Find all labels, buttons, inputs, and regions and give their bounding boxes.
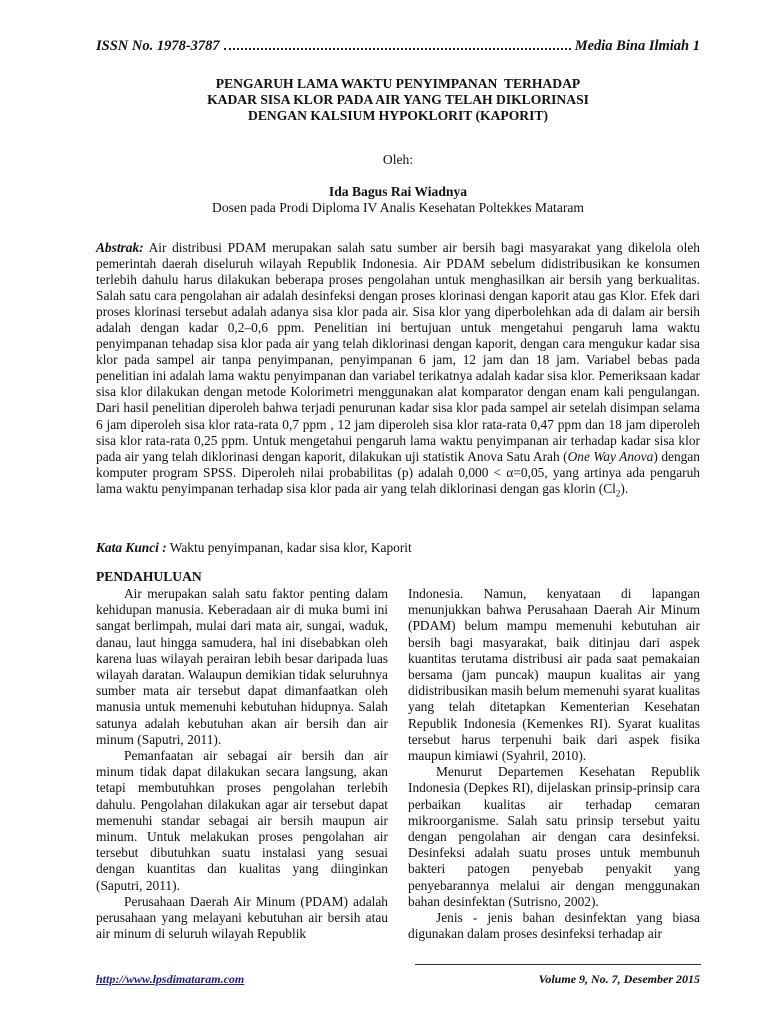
section-heading: PENDAHULUAN [96, 569, 202, 584]
abstract-text-b: ) dengan komputer program SPSS. Diperoleh nilai probabilitas (p) adalah 0,000 < α=0,05, yang artinya ada pengaruh lama waktu penyimpanan terhadap sisa klor pada air yang telah diklorinasi dengan gas klorin (Cl [96, 448, 700, 496]
paragraph: Air merupakan salah satu faktor penting dalam kehidupan manusia. Keberadaan air di muka bumi ini sangat berlimpah, mulai dari mata air, sungai, waduk, danau, laut hingga samudera, hal ini disebabkan oleh karena luas wilayah perairan lebih besar daripada luas wilayah daratan. Walaupun demikian tidak seluruhnya sumber mata air tersebut dapat dimanfaatkan oleh manusia untuk memenuhi kebutuhan hidupnya. Salah satunya adalah kebutuhan akan air bersih dan air minum (Saputri, 2011). [96, 586, 388, 747]
abstract-subscript: 2 [615, 488, 621, 499]
abstract-italic-term: One Way Anova [567, 448, 654, 464]
right-column [408, 586, 700, 942]
issn-number: ISSN No. 1978-3787 [96, 38, 220, 54]
running-header [96, 36, 700, 55]
title-line-3: DENGAN KALSIUM HYPOKLORIT (KAPORIT) [248, 108, 548, 123]
paragraph: Menurut Departemen Kesehatan Republik Indonesia (Depkes RI), dijelaskan prinsip-prinsip cara perbaikan kualitas air terhadap cemaran mikroorganisme. Salah satu prinsip tersebut yaitu dengan pengolahan air dengan cara desinfeksi. Desinfeksi adalah suatu proses untuk membunuh bakteri patogen penyebab penyakit yang penyebarannya melalui air dengan menggunakan bahan desinfektan (Sutrisno, 2002). [408, 764, 700, 909]
header-dotted-leader [224, 36, 571, 50]
paragraph: Indonesia. Namun, kenyataan di lapangan menunjukkan bahwa Perusahaan Daerah Air Minum (PDAM) belum mampu memenuhi kebutuhan air bersih bagi masyarakat, baik ditinjau dari aspek kuantitas terutama distribusi air pada saat pemakaian bersama (jam puncak) maupun kualitas air yang didistribusikan masih belum memenuhi syarat kualitas yang telah ditetapkan Kementerian Kesehatan Republik Indonesia (Kemenkes RI). Syarat kualitas tersebut harus terpenuhi baik dari aspek fisika maupun kimiawi (Syahril, 2010). [408, 586, 700, 764]
keywords [96, 540, 700, 556]
footer-rule [415, 964, 701, 965]
abstract [96, 240, 700, 501]
left-column [96, 586, 388, 942]
abstract-text-end: ). [620, 480, 629, 496]
author-name: Ida Bagus Rai Wiadnya [328, 184, 468, 199]
paragraph: Pemanfaatan air sebagai air bersih dan air minum tidak dapat dilakukan secara langsung, akan tetapi membutuhkan proses pengolahan terlebih dahulu. Pengolahan dilakukan agar air tersebut dapat memenuhi standar sebagai air bersih maupun air minum. Untuk melakukan proses pengolahan air tersebut dibutuhkan suatu instalasi yang sesuai dengan kuantitas dan kualitas yang diinginkan (Saputri, 2011). [96, 748, 388, 893]
website-link[interactable]: http://www.lpsdimataram.com [96, 972, 245, 986]
by-label: Oleh: [382, 152, 414, 167]
paragraph: Perusahaan Daerah Air Minum (PDAM) adalah perusahaan yang melayani kebutuhan air bersih atau air minum di seluruh wilayah Republik [96, 893, 388, 942]
title-line-2: KADAR SISA KLOR PADA AIR YANG TELAH DIKLORINASI [207, 92, 589, 107]
keywords-text: Waktu penyimpanan, kadar sisa klor, Kaporit [166, 540, 412, 555]
volume-info: Volume 9, No. 7, Desember 2015 [538, 972, 700, 986]
author-affiliation: Dosen pada Prodi Diploma IV Analis Kesehatan Poltekkes Mataram [212, 200, 584, 215]
article-title [96, 76, 700, 124]
abstract-label: Abstrak: [96, 240, 144, 255]
journal-name: Media Bina Ilmiah 1 [574, 38, 700, 54]
keywords-label: Kata Kunci : [96, 540, 167, 555]
abstract-text-a: Air distribusi PDAM merupakan salah satu sumber air bersih bagi masyarakat yang dikelola oleh pemerintah daerah diseluruh wilayah Republik Indonesia. Air PDAM sebelum didistribusikan ke konsumen terlebih dahulu harus dilakukan beberapa proses pengolahan untuk menghasilkan air bersih yang berkualitas. Salah satu cara pengolahan air adalah desinfeksi dengan proses klorinasi dengan kaporit atau gas Klor. Efek dari proses klorinasi tersebut adalah adanya sisa klor pada air. Sisa klor yang diperbolehkan ada di dalam air bersih adalah dengan kadar 0,2–0,6 ppm. Penelitian ini bertujuan untuk mengetahui pengaruh lama waktu penyimpanan tehadap sisa klor pada air yang telah diklorinasi dengan kaporit, dengan cara mengukur kadar sisa klor pada sampel air tanpa penyimpanan, penyimpanan 6 jam, 12 jam dan 18 jam. Variabel bebas pada penelitian ini adalah lama waktu penyimpanan dan variabel terikatnya adalah kadar sisa klor. Pemeriksaan kadar sisa klor dilakukan dengan metode Kolorimetri menggunakan alat komparator dengan enam kali pengulangan. Dari hasil penelitian diperoleh bahwa terjadi penurunan kadar sisa klor pada sampel air setelah disimpan selama 6 jam diperoleh sisa klor rata-rata 0,7 ppm , 12 jam diperoleh sisa klor rata-rata 0,47 ppm dan 18 jam diperoleh sisa klor rata-rata 0,25 ppm. Untuk mengetahui pengaruh lama waktu penyimpanan air terhadap kadar sisa klor pada air yang telah diklorinasi dengan kaporit, dilakukan uji statistik Anova Satu Arah ( [96, 240, 700, 464]
paragraph: Jenis - jenis bahan desinfektan yang biasa digunakan dalam proses desinfeksi terhadap air [408, 910, 700, 942]
title-line-1: PENGARUH LAMA WAKTU PENYIMPANAN TERHADAP [215, 76, 581, 91]
